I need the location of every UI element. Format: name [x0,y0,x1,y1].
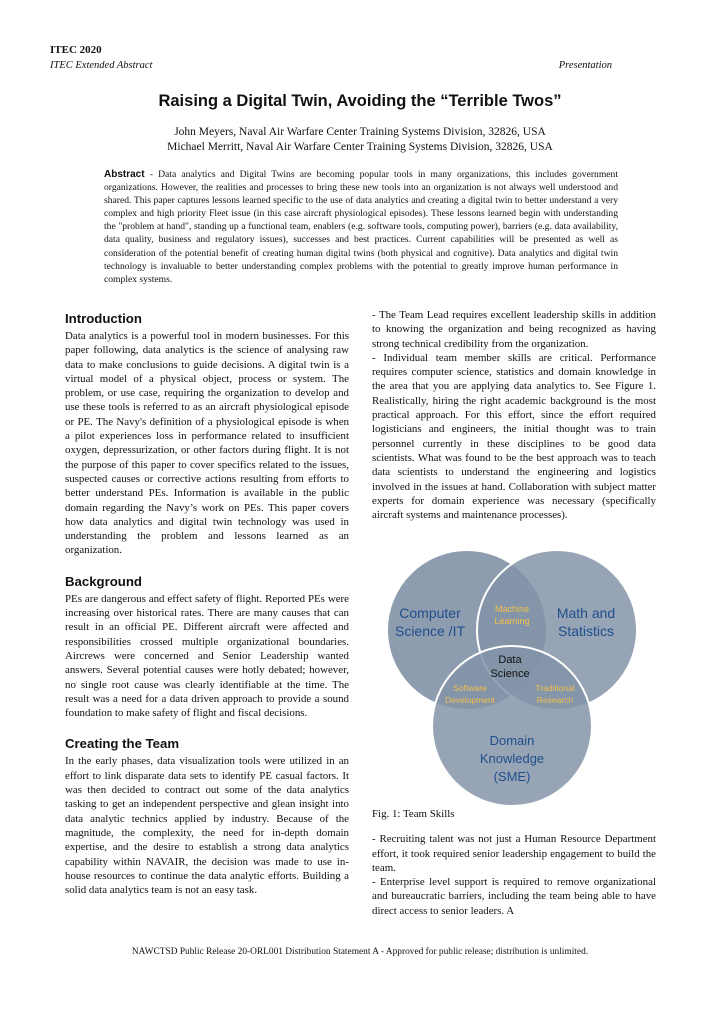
computer-science-label-line2: Science /IT [394,623,466,639]
abstract [104,168,618,286]
figure-caption: Fig. 1: Team Skills [372,808,455,820]
machine-learning-label-line2: Learning [494,616,530,626]
distribution-statement: NAWCTSD Public Release 20-ORL001 Distribution Statement A - Approved for public release; distribution is unlimited. [131,947,589,957]
right-column-bottom [372,807,656,918]
author-2: Michael Merritt, Naval Air Warfare Center Training Systems Division, 32826, USA [167,141,553,153]
machine-learning-label-line1: Machine [494,604,530,614]
creating-team-text: In the early phases, data visualization tools were utilized in an effort to link disparate data sets to identify PE casual factors. It was then decided to contract out some of the data analytics tasking to get an independent perspective and glean insight into data analytic technics applied by industry. Because of the magnitude, the complexity, the need for in-depth domain expertise, and the desire to establish a strong data analytics capability within NAVAIR, the decision was made to use in-house resources to continue the data analytic efforts. Building a solid data analytics team is not an easy task. [65,755,349,897]
right-column-top [372,308,656,522]
creating-team-heading: Creating the Team [65,736,180,752]
data-science-label-line2: Science [490,668,530,680]
domain-knowledge-label-line1: Domain [489,733,535,748]
abstract-label: Abstract [104,169,145,180]
bullet-recruiting: - Recruiting talent was not just a Human Resource Department effort, it took required senior leadership engagement to build the team. [372,833,656,874]
computer-science-label-line1: Computer [399,605,461,621]
math-statistics-label-line1: Math and [556,605,616,621]
presentation-category: Presentation [558,60,612,71]
bullet-team-lead: - The Team Lead requires excellent leadership skills in addition to knowing the organization and being recognized as having strong technical credibility from the organization. [372,309,656,350]
bullet-team-skills: - Individual team member skills are critical. Performance requires computer science, statistics and domain knowledge in the area that you are applying data analytics to. See Figure 1. Realistically, hiring the right academic background is the most practical approach. For this effort, since the effort required logisticians and engineers, the initial thought was to train personnel currently in these disciplines to be good data scientists. What was found to be the best approach was to teach data scientists to understand the engineering and logistics involved in the issues at hand. Collaboration with subject matter experts for domain experience was necessary (specifically aircraft systems and maintenance processes). [372,351,656,522]
math-statistics-label-line2: Statistics [557,623,615,639]
left-column [65,311,349,897]
paper-title: Raising a Digital Twin, Avoiding the “Terrible Twos” [158,92,562,110]
introduction-heading: Introduction [65,311,142,326]
conference-name: ITEC 2020 [50,44,102,56]
software-development-label-line1: Software [453,683,487,693]
traditional-research-label-line1: Traditional [535,683,575,693]
introduction-text: Data analytics is a powerful tool in modern businesses. For this paper following, data analytics is the science of analysing raw data to make conclusions to guide decisions. A digital twin is a virtual model of a physical object, process or system. The problem, or use case, requiring the organization to develop and use these tools is referred to as an aircraft physiological episode or PE. The Navy's definition of a physiological episode is when a pilot experiences loss in performance related to insufficient oxygen, depressurization, or other factors during flight. It is not the purpose of this paper to cover specifics related to the issues, suspected causes or corrective actions resulting from efforts to better understand PEs. Information is available in the public domain regarding the Navy’s work on PEs. This paper covers how data analytics and digital twin technology was used in understanding the problem and lessons learned as an organization. [65,330,349,557]
software-development-label-line2: Development [444,695,496,705]
domain-knowledge-label-line2: Knowledge [479,751,545,766]
team-skills-venn-diagram [372,548,656,820]
data-science-label-line1: Data [498,654,522,666]
abstract-type: ITEC Extended Abstract [50,60,153,71]
abstract-text: - Data analytics and Digital Twins are becoming popular tools in many organizations, this includes government organizations. However, the realities and processes to bring these new tools into an organization is not always well understood and shared. This paper captures lessons learned specific to the use of data analytics and creating a digital twin to better understand a very complex and high priority Fleet issue (in this case aircraft physiological episodes). These lessons learned begin with understanding the "problem at hand", standing up a functional team, enablers (e.g. software tools, computing power), barriers (e.g. data availability, data quality, business and regulatory issues), successes and best practices. Current capabilities will be presented as well as consideration of the potential benefit of creating human digital twins (both physical and cognitive). Data analytics and digital twin technology is invaluable to better understanding complex problems with the potential to greatly improve human performance in complex systems. [104,169,618,285]
background-heading: Background [65,573,142,589]
background-text: PEs are dangerous and effect safety of flight. Reported PEs were increasing over historical rates. There are many causes that can result in an official PE. Different aircraft were affected and responsibilities crossed multiple organizational boundaries. Aircrews were concerned and Senior Leadership wanted answers. Several potential causes were hotly debated; however, no single root cause was clearly identifiable at the time. The result was a need for a data driven approach to provide a sound foundation to make safety of flight and fiscal decisions. [65,592,349,720]
author-1: John Meyers, Naval Air Warfare Center Training Systems Division, 32826, USA [174,126,546,138]
bullet-enterprise-support: - Enterprise level support is required to remove organizational and bureaucratic barriers, including the team being able to have direct access to senior leaders. A [372,876,656,917]
domain-knowledge-label-line3: (SME) [493,769,531,784]
traditional-research-label-line2: Research [536,695,574,705]
